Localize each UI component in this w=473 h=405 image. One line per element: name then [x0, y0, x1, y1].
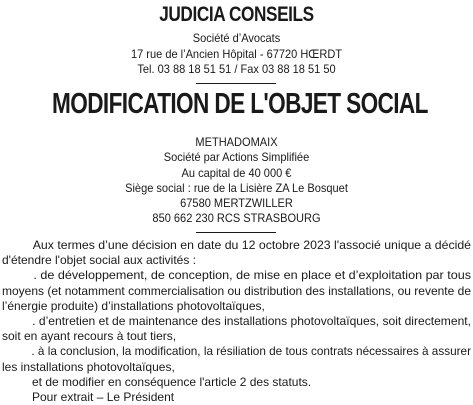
firm-phone-fax: Tel. 03 88 18 51 51 / Fax 03 88 18 51 50 — [137, 62, 336, 76]
company-form: Société par Actions Simplifiée — [163, 150, 310, 165]
body-line: . d’entretien et de maintenance des installations photovoltaïques, soit directement, — [32, 314, 471, 329]
company-name: METHADOMAIX — [195, 135, 278, 149]
body-line: l’énergie produite) d’installations photovoltaïques, — [2, 298, 265, 313]
divider-top — [196, 83, 276, 84]
body-line: Pour extrait – Le Président — [32, 390, 175, 405]
body-line: et de modifier en conséquence l'article 2 des statuts. — [32, 374, 312, 389]
company-registration: 850 662 230 RCS STRASBOURG — [152, 211, 321, 226]
firm-address: 17 rue de l’Ancien Hôpital - 67720 HŒRDT — [130, 46, 343, 61]
notice-title: MODIFICATION DE L'OBJET SOCIAL — [52, 88, 428, 120]
company-headquarters: Siège social : rue de la Lisière ZA Le Bosquet — [125, 180, 348, 195]
body-line: d'étendre l'objet social aux activités : — [2, 253, 197, 268]
body-line: moyens (et notamment commercialisation ou distribution des installations, ou revente de — [2, 283, 471, 298]
body-line: soit en ayant recours à tout tiers, — [2, 329, 177, 344]
body-line: . à la conclusion, la modification, la résiliation de tous contrats nécessaires à assurer — [31, 344, 471, 359]
divider-bottom — [196, 232, 276, 233]
body-line: . de développement, de conception, de mise en place et d’exploitation par tous — [33, 268, 472, 283]
firm-details — [19, 31, 454, 78]
company-city: 67580 MERTZWILLER — [180, 196, 293, 211]
company-capital: Au capital de 40 000 € — [181, 165, 292, 180]
notice-body — [2, 238, 471, 405]
firm-type: Société d’Avocats — [192, 31, 281, 45]
body-line: Aux termes d’une décision en date du 12 octobre 2023 l'associé unique a décidé — [32, 238, 472, 252]
company-details — [19, 135, 454, 227]
firm-name: JUDICIA CONSEILS — [159, 3, 314, 26]
body-line: les installations photovoltaïques, — [2, 359, 175, 374]
